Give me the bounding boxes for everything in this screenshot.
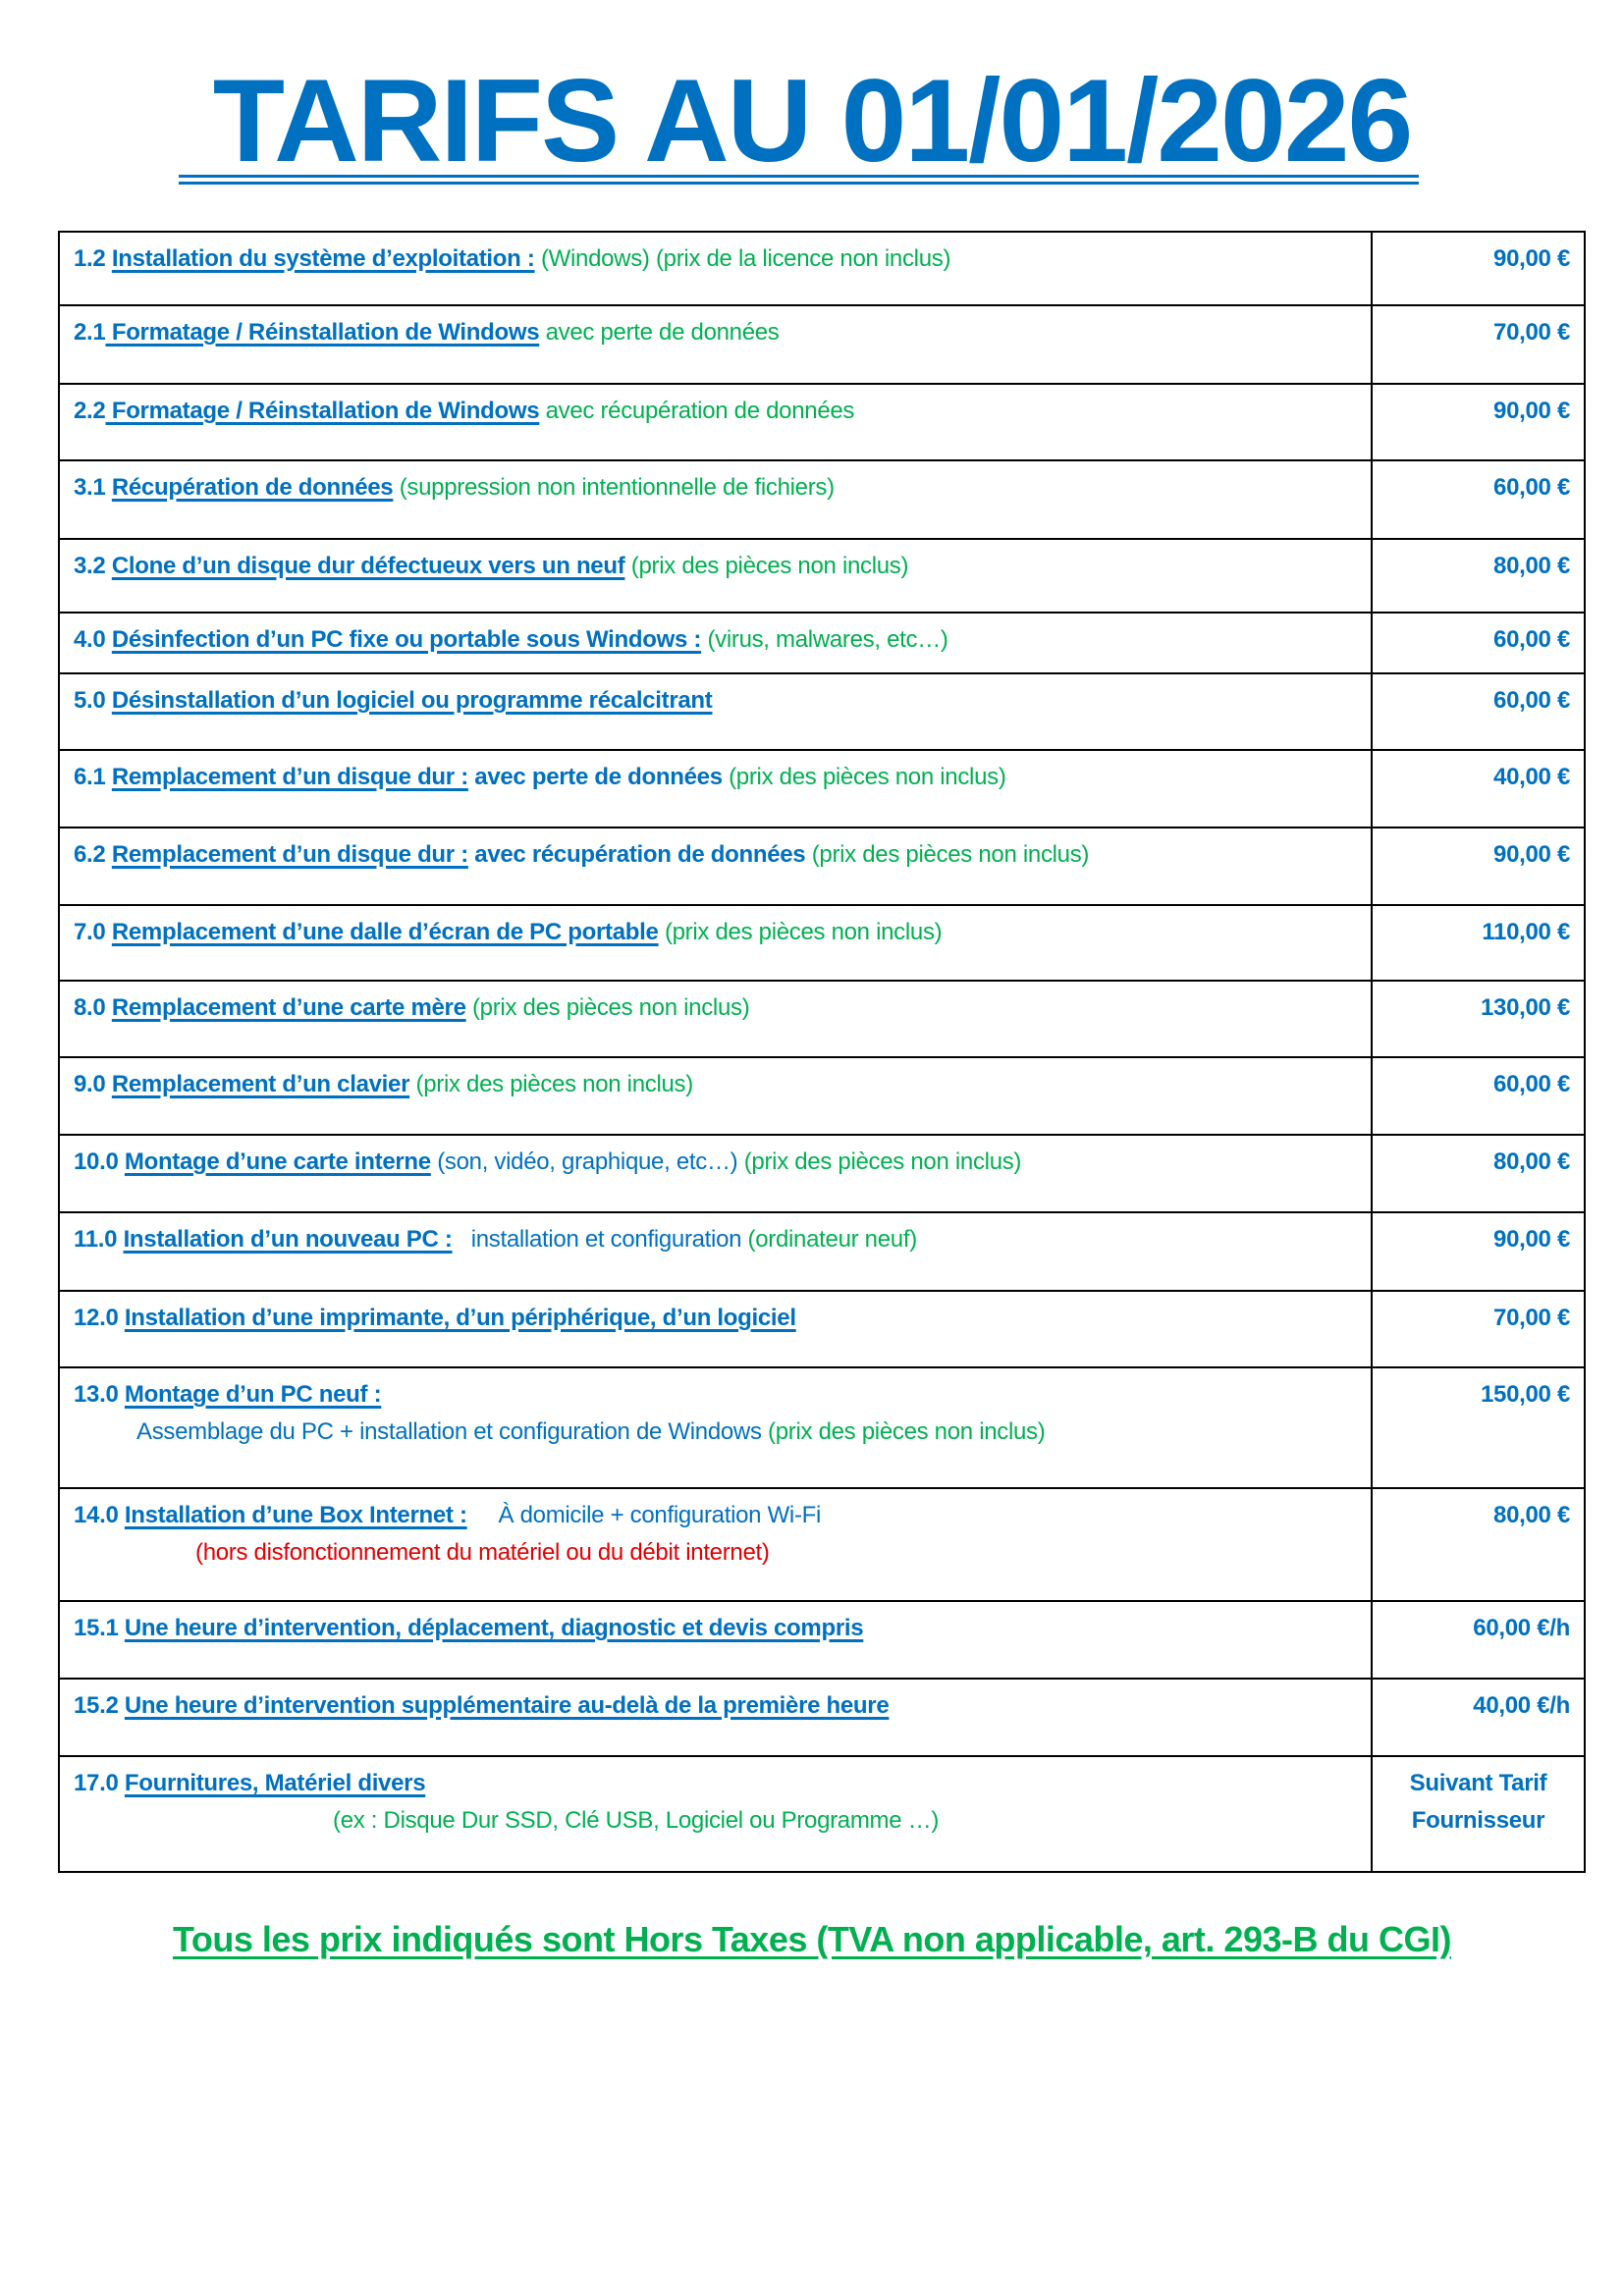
- table-row: [59, 232, 1585, 305]
- service-description: [59, 828, 1372, 905]
- service-price: 70,00 €: [1372, 305, 1585, 384]
- service-description: [59, 1291, 1372, 1367]
- text-link: Remplacement d’un clavier: [111, 1071, 410, 1097]
- text-link: Désinfection d’un PC fixe ou portable sous Windows :: [111, 626, 702, 653]
- text-green: (prix des pièces non inclus): [624, 553, 909, 579]
- page-title: TARIFS AU 01/01/2026: [212, 55, 1412, 187]
- service-price: 70,00 €: [1372, 1291, 1585, 1367]
- service-price: 60,00 €: [1372, 1057, 1585, 1135]
- text-link: Une heure d’intervention supplémentaire au-delà de la première heure: [124, 1692, 890, 1719]
- table-row: [59, 305, 1585, 384]
- text-num: 17.0: [74, 1770, 125, 1796]
- service-description: [59, 905, 1372, 981]
- service-description: [59, 384, 1372, 460]
- text-num: 14.0: [74, 1502, 125, 1528]
- text-green: (ex : Disque Dur SSD, Clé USB, Logiciel ou Programme …): [333, 1807, 940, 1834]
- text-link: Installation d’une Box Internet :: [124, 1502, 467, 1528]
- text-green: (prix des pièces non inclus): [737, 1148, 1022, 1175]
- text-num: 10.0: [74, 1148, 125, 1175]
- description-line: [74, 621, 1357, 659]
- text-blue: installation et configuration: [452, 1226, 748, 1253]
- text-link: Remplacement d’un disque dur :: [111, 764, 468, 790]
- text-num: 6.1: [74, 764, 112, 790]
- description-line: [74, 1765, 1357, 1802]
- service-description: [59, 1488, 1372, 1601]
- service-description: [59, 1367, 1372, 1488]
- service-description: [59, 1756, 1372, 1872]
- service-price: 40,00 €: [1372, 750, 1585, 828]
- text-green: (prix des pièces non inclus): [761, 1418, 1046, 1445]
- text-blue: Assemblage du PC + installation et configuration de Windows: [136, 1418, 762, 1445]
- service-price: Suivant Tarif Fournisseur: [1372, 1756, 1585, 1872]
- text-link: Récupération de données: [111, 474, 394, 501]
- service-price: 90,00 €: [1372, 232, 1585, 305]
- text-bold: avec récupération de données: [467, 841, 806, 868]
- table-row: [59, 1756, 1585, 1872]
- description-line: [74, 682, 1357, 720]
- service-description: [59, 1601, 1372, 1679]
- text-red: (hors disfonctionnement du matériel ou du débit internet): [195, 1539, 770, 1566]
- text-num: 15.2: [74, 1692, 125, 1719]
- service-description: [59, 1057, 1372, 1135]
- table-row: [59, 673, 1585, 750]
- text-blue: À domicile + configuration Wi-Fi: [466, 1502, 822, 1528]
- service-price: 90,00 €: [1372, 828, 1585, 905]
- text-link: Montage d’un PC neuf :: [124, 1381, 382, 1408]
- text-green: (prix des pièces non inclus): [409, 1071, 693, 1097]
- service-price: 150,00 €: [1372, 1367, 1585, 1488]
- description-line: [74, 548, 1357, 585]
- service-description: [59, 460, 1372, 539]
- text-link: Désinstallation d’un logiciel ou programme récalcitrant: [111, 687, 713, 714]
- service-price: 90,00 €: [1372, 1212, 1585, 1291]
- text-num: 15.1: [74, 1615, 125, 1641]
- text-green: avec récupération de données: [539, 398, 855, 424]
- service-description: [59, 981, 1372, 1057]
- table-row: [59, 1291, 1585, 1367]
- service-price: 130,00 €: [1372, 981, 1585, 1057]
- service-price: 90,00 €: [1372, 384, 1585, 460]
- text-green: (prix des pièces non inclus): [465, 994, 750, 1021]
- table-row: [59, 828, 1585, 905]
- text-num: 2.2: [74, 398, 106, 424]
- table-row: [59, 539, 1585, 613]
- text-link: Installation d’une imprimante, d’un périphérique, d’un logiciel: [124, 1305, 796, 1331]
- text-green: (prix des pièces non inclus): [805, 841, 1090, 868]
- service-price: 80,00 €: [1372, 1488, 1585, 1601]
- text-num: 6.2: [74, 841, 112, 868]
- table-row: [59, 1367, 1585, 1488]
- table-row: [59, 1679, 1585, 1756]
- table-row: [59, 613, 1585, 673]
- text-link: Une heure d’intervention, déplacement, diagnostic et devis compris: [124, 1615, 864, 1641]
- description-line: [74, 1221, 1357, 1258]
- service-price: 60,00 €: [1372, 673, 1585, 750]
- table-row: [59, 460, 1585, 539]
- service-price: 80,00 €: [1372, 539, 1585, 613]
- table-row: [59, 750, 1585, 828]
- description-line: [74, 759, 1357, 796]
- text-num: 1.2: [74, 245, 112, 272]
- service-description: [59, 1212, 1372, 1291]
- description-line: [74, 914, 1357, 951]
- service-price: 60,00 €/h: [1372, 1601, 1585, 1679]
- description-line: [74, 989, 1357, 1027]
- table-row: [59, 981, 1585, 1057]
- table-row: [59, 1212, 1585, 1291]
- table-row: [59, 1057, 1585, 1135]
- description-line: [74, 1687, 1357, 1725]
- service-description: [59, 673, 1372, 750]
- table-row: [59, 1601, 1585, 1679]
- service-description: [59, 1679, 1372, 1756]
- description-line: [74, 1534, 1357, 1572]
- text-link: Installation d’un nouveau PC :: [123, 1226, 453, 1253]
- text-bold: avec perte de données: [467, 764, 723, 790]
- text-link: Fournitures, Matériel divers: [124, 1770, 426, 1796]
- service-price: 80,00 €: [1372, 1135, 1585, 1212]
- text-link: Remplacement d’une carte mère: [111, 994, 466, 1021]
- description-line: [74, 240, 1357, 278]
- text-num: 12.0: [74, 1305, 125, 1331]
- description-line: [74, 1802, 1357, 1840]
- text-green: (prix des pièces non inclus): [722, 764, 1006, 790]
- service-price: 40,00 €/h: [1372, 1679, 1585, 1756]
- text-blue: (son, vidéo, graphique, etc…): [430, 1148, 738, 1175]
- description-line: [74, 1414, 1357, 1451]
- table-row: [59, 905, 1585, 981]
- service-price: 60,00 €: [1372, 613, 1585, 673]
- service-description: [59, 1135, 1372, 1212]
- description-line: [74, 1376, 1357, 1414]
- table-row: [59, 1135, 1585, 1212]
- description-line: [74, 393, 1357, 430]
- description-line: [74, 1144, 1357, 1181]
- table-row: [59, 1488, 1585, 1601]
- text-link: Installation du système d’exploitation :: [111, 245, 535, 272]
- description-line: [74, 836, 1357, 874]
- description-line: [74, 1610, 1357, 1647]
- text-green: (Windows) (prix de la licence non inclus): [534, 245, 951, 272]
- text-link: Remplacement d’une dalle d’écran de PC portable: [111, 919, 659, 945]
- text-num: 4.0: [74, 626, 112, 653]
- service-description: [59, 539, 1372, 613]
- description-line: [74, 1300, 1357, 1337]
- text-num: 9.0: [74, 1071, 112, 1097]
- text-green: (prix des pièces non inclus): [658, 919, 943, 945]
- text-num: 2.1: [74, 319, 106, 346]
- description-line: [74, 1066, 1357, 1103]
- text-green: avec perte de données: [539, 319, 780, 346]
- service-description: [59, 305, 1372, 384]
- text-link: Montage d’une carte interne: [124, 1148, 431, 1175]
- text-num: 8.0: [74, 994, 112, 1021]
- description-line: [74, 1497, 1357, 1534]
- text-num: 13.0: [74, 1381, 125, 1408]
- text-num: 3.1: [74, 474, 112, 501]
- text-link: Remplacement d’un disque dur :: [111, 841, 468, 868]
- service-description: [59, 232, 1372, 305]
- service-description: [59, 750, 1372, 828]
- service-price: 110,00 €: [1372, 905, 1585, 981]
- text-num: 3.2: [74, 553, 112, 579]
- text-green: (ordinateur neuf): [747, 1226, 917, 1253]
- title-double-underline: [179, 175, 1419, 185]
- table-row: [59, 384, 1585, 460]
- text-num: 5.0: [74, 687, 112, 714]
- service-price: 60,00 €: [1372, 460, 1585, 539]
- text-green: (virus, malwares, etc…): [701, 626, 948, 653]
- price-table: [58, 231, 1586, 1873]
- text-num: 11.0: [74, 1226, 124, 1253]
- text-link: Formatage / Réinstallation de Windows: [105, 398, 540, 424]
- tax-note: Tous les prix indiqués sont Hors Taxes (TVA non applicable, art. 293-B du CGI): [173, 1919, 1451, 1959]
- description-line: [74, 314, 1357, 351]
- text-link: Clone d’un disque dur défectueux vers un neuf: [111, 553, 625, 579]
- text-link: Formatage / Réinstallation de Windows: [105, 319, 540, 346]
- text-green: (suppression non intentionnelle de fichiers): [393, 474, 835, 501]
- text-num: 7.0: [74, 919, 112, 945]
- service-description: [59, 613, 1372, 673]
- description-line: [74, 469, 1357, 507]
